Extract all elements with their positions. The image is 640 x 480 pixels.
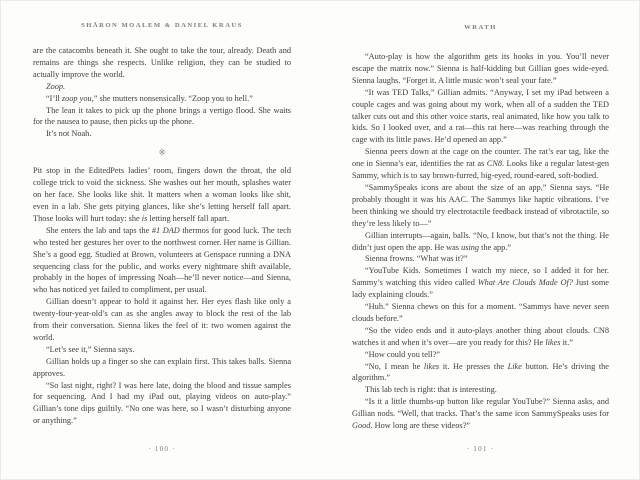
body-text: button. He’s driving the algorithm.” xyxy=(352,361,609,383)
body-text: “SammySpeaks icons are about the size of an app,” Sienna says. “He probably thought it was his AAC. The Sammys like haptic vibrations. I’ve been thinking we should try electrotactile feedback instead of vibrotactile, so they’re less likely to—” xyxy=(352,182,609,228)
paragraph xyxy=(352,182,609,230)
body-text: “YouTube Kids. Sometimes I watch my niece, so I added it for her. Sammy’s watching this video called xyxy=(352,266,609,288)
paragraph xyxy=(352,51,609,87)
left-page-text xyxy=(33,45,291,427)
section-break-ornament: ※ xyxy=(158,146,166,157)
paragraph xyxy=(33,165,291,225)
paragraph xyxy=(352,384,609,396)
body-text: it.” xyxy=(560,337,573,347)
body-text: “So the video ends and it auto-plays another thing about clouds. CN8 watches it and when it’s over—are you ready for this? He xyxy=(352,325,609,347)
paragraph xyxy=(33,128,291,140)
body-text: “Let’s see it,” Sienna says. xyxy=(46,344,135,354)
paragraph xyxy=(352,230,609,254)
body-text: “Huh.” Sienna chews on this for a moment. “Sammys have never seen clouds before.” xyxy=(352,302,609,323)
italic-text: CN8 xyxy=(486,159,502,169)
paragraph xyxy=(352,301,609,325)
italic-text: Like xyxy=(507,361,522,371)
paragraph xyxy=(33,45,291,81)
body-text: the app.” xyxy=(479,242,512,252)
body-text: “No, I mean he xyxy=(365,361,424,371)
paragraph xyxy=(33,356,291,380)
paragraph xyxy=(33,296,291,344)
body-text: . Looks like a regular latest-gen Sammy, which is to say brown-furred, big-eyed, round-eared, soft-bodied. xyxy=(352,159,609,181)
paragraph xyxy=(33,344,291,356)
italic-text: Zoop. xyxy=(46,81,66,91)
body-text: Pit stop in the EditedPets ladies’ room, fingers down the throat, the old college trick to void the sickness. She washes out her mouth, splashes water on her face. She looks like shit. It matters when a woman looks like shit, even in a lab. She gets pitying glances, like she’s letting herself fall apart. Those looks will hurt today: she xyxy=(33,166,291,223)
italic-text: is xyxy=(141,213,148,223)
body-text: She enters the lab and taps the xyxy=(46,225,152,235)
body-text: Gillian interrupts—again, balls. “No, I know, but that’s not the thing. He didn’t just open the app. He was xyxy=(352,230,609,252)
italic-text: likes xyxy=(423,361,440,371)
paragraph xyxy=(33,93,291,105)
body-text: “Auto-play is how the algorithm gets its hooks in you. You’ll never escape the matrix now.” Sienna is half-kidding but Gillian goes wide-eyed. Sienna laughs. “Forget it. A little music won’t seal your fate.” xyxy=(352,52,609,85)
body-text: “Is it a little thumbs-up button like regular YouTube?” Sienna asks, and Gillian nods. “Well, that tracks. That’s the same icon SammySpeaks uses for xyxy=(352,397,609,419)
left-running-head: SHĀRON MOALEM & DANIEL KRAUS xyxy=(81,22,243,29)
body-text: Just some lady explaining clouds.” xyxy=(352,278,609,300)
paragraph xyxy=(33,380,291,428)
body-text: “I’ll xyxy=(46,93,62,103)
body-text: letting herself fall apart. xyxy=(147,213,230,223)
body-text: interesting. xyxy=(457,385,497,395)
italic-text: What Are Clouds Made Of? xyxy=(477,278,573,288)
body-text: it. He presses the xyxy=(439,361,508,371)
paragraph xyxy=(33,105,291,129)
body-text: The lean it takes to pick up the phone brings a vertigo flood. She waits for the nausea to pause, then picks up the phone. xyxy=(33,105,291,127)
paragraph xyxy=(352,265,609,301)
paragraph xyxy=(352,325,609,349)
paragraph xyxy=(33,81,291,93)
body-text: Gillian doesn’t appear to hold it against her. Her eyes flash like only a twenty-four-year-old’s can as she angles away to block the rest of the lab from their conversation. Sienna likes the feel of it: two women against the world. xyxy=(33,297,291,342)
body-text: This lab tech is right: that xyxy=(365,385,453,395)
italic-text: likes xyxy=(545,337,561,347)
paragraph xyxy=(352,361,609,385)
paragraph xyxy=(352,146,609,182)
paragraph xyxy=(33,225,291,296)
italic-text: zoop you xyxy=(61,93,92,103)
right-page-number: · 101 · xyxy=(466,445,495,453)
paragraph xyxy=(352,87,609,147)
body-text: . How long are these videos?” xyxy=(370,421,470,431)
italic-text: Good xyxy=(352,421,371,431)
paragraph xyxy=(352,396,609,432)
body-text: thermos for good luck. The tech who tested her gestures her over to the northwest corner. Her name is Gillian. She’s a good egg. Studied at Brown, volunteers at Genspace running a DNA sequencing class for the public, and works every nightmare shift available, probably in the hopes of impressing Noah—he’ll never notice—and Sienna, who has noticed yet failed to compliment, per usual. xyxy=(33,225,291,295)
body-text: “It was TED Talks,” Gillian admits. “Anyway, I set my iPad between a couple cages and was going about my work, when all of a sudden the TED talker cuts out and this other voice starts, real animated, like how you talk to kids. So I looked over, and a rat—this rat here—was reaching through the cage with its little paws. He’d opened an app.” xyxy=(352,87,609,145)
italic-text: #1 DAD xyxy=(151,225,180,235)
right-page-text xyxy=(352,51,609,432)
italic-text: using xyxy=(461,242,480,252)
right-running-head: WRATH xyxy=(464,24,497,31)
paragraph xyxy=(352,253,609,265)
body-text: Sienna peers down at the cage on the counter. The rat’s ear tag, like the one in Sienna’s ear, identifies the rat as xyxy=(352,147,609,169)
body-text: are the catacombs beneath it. She ought to take the tour, already. Death and remains are things she respects. Unlike religion, they can be studied to actually improve the world. xyxy=(33,46,291,79)
body-text: It’s not Noah. xyxy=(46,129,92,139)
paragraph xyxy=(352,349,609,361)
body-text: Sienna frowns. “What was it?” xyxy=(365,254,468,264)
body-text: Gillian holds up a finger so she can explain first. This takes balls. Sienna approves. xyxy=(33,356,291,378)
left-page-number: · 100 · xyxy=(148,445,176,453)
italic-text: is xyxy=(452,385,458,395)
body-text: ,” she mutters nonsensically. “Zoop you to hell.” xyxy=(91,93,253,103)
body-text: “How could you tell?” xyxy=(365,349,440,359)
body-text: “So last night, right? I was here late, doing the blood and tissue samples for sequencing. And I had my iPad out, playing videos on auto-play.” Gillian’s tone dips guiltily. “No one was here, so I wasn’t disturbing anyone or anything.” xyxy=(33,380,291,426)
